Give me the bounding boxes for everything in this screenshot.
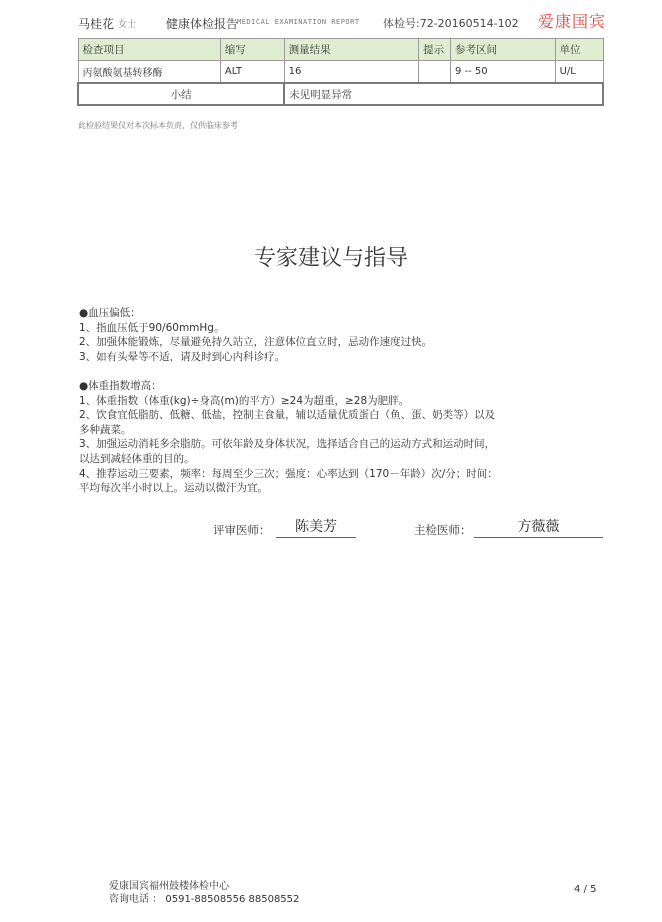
advice-line: 平均每次半小时以上。运动以微汗为宜。 bbox=[79, 482, 268, 495]
report-title-english: MEDICAL EXAMINATION REPORT bbox=[237, 18, 360, 26]
results-table bbox=[77, 38, 604, 106]
summary-value: 未见明显异常 bbox=[284, 83, 603, 105]
column-header: 参考区间 bbox=[451, 39, 556, 61]
chief-label: 主检医师： bbox=[414, 523, 472, 537]
advice-title: 专家建议与指导 bbox=[253, 246, 408, 271]
reviewer-name: 陈美芳 bbox=[276, 516, 356, 538]
disclaimer-note: 此检验结果仅对本次标本负责，仅供临床参考 bbox=[78, 121, 238, 130]
center-name: 爱康国宾福州鼓楼体检中心 bbox=[109, 881, 229, 892]
result-cell: 16 bbox=[284, 61, 418, 84]
reviewer-label: 评审医师： bbox=[213, 523, 271, 537]
chief-signature bbox=[414, 516, 604, 540]
column-header: 测量结果 bbox=[284, 39, 418, 61]
advice-line: 1、体重指数（体重(kg)÷身高(m)的平方）≥24为超重，≥28为肥胖。 bbox=[79, 394, 410, 407]
table-row bbox=[78, 61, 603, 84]
advice-line: 1、指血压低于90/60mmHg。 bbox=[79, 321, 225, 334]
advice-line: 3、如有头晕等不适，请及时到心内科诊疗。 bbox=[79, 350, 286, 363]
summary-label: 小结 bbox=[78, 83, 284, 105]
report-title: 健康体检报告 bbox=[166, 17, 239, 31]
advice-line: 多种蔬菜。 bbox=[79, 423, 132, 436]
reference-range-cell: 9 -- 50 bbox=[451, 61, 556, 84]
page-footer bbox=[109, 880, 299, 906]
advice-line: 以达到减轻体重的目的。 bbox=[79, 452, 195, 465]
patient-gender: 女士 bbox=[118, 20, 137, 30]
contact-phone: 咨询电话 ： 0591-88508556 88508552 bbox=[109, 894, 300, 905]
advice-section-blood-pressure bbox=[79, 306, 599, 364]
unit-cell: U/L bbox=[555, 61, 603, 84]
advice-line: 4、推荐运动三要素，频率：每周至少三次；强度：心率达到（170－年龄）次/分；时间： bbox=[79, 467, 498, 480]
item-name-cell: 丙氨酸氨基转移酶 bbox=[78, 61, 220, 84]
advice-section-bmi bbox=[79, 379, 599, 496]
page-number: 4 / 5 bbox=[574, 884, 597, 895]
section-title: ●血压偏低： bbox=[79, 307, 141, 319]
abbreviation-cell: ALT bbox=[220, 61, 284, 84]
chief-name: 方薇薇 bbox=[474, 516, 603, 538]
report-header bbox=[78, 12, 606, 36]
section-title: ●体重指数增高： bbox=[79, 379, 162, 392]
column-header: 单位 bbox=[555, 39, 603, 61]
exam-number: 体检号:72-20160514-102 bbox=[383, 17, 519, 30]
advice-body bbox=[79, 306, 599, 510]
advice-line: 3、加强运动消耗多余脂肪。可依年龄及身体状况，选择适合自己的运动方式和运动时间， bbox=[79, 438, 496, 451]
column-header: 提示 bbox=[419, 39, 451, 61]
hint-cell bbox=[419, 61, 451, 84]
brand-logo: 爱康国宾 bbox=[537, 12, 606, 31]
reviewer-signature bbox=[213, 516, 358, 540]
column-header: 缩写 bbox=[220, 39, 284, 61]
advice-line: 2、加强体能锻炼，尽量避免持久站立，注意体位直立时，忌动作速度过快。 bbox=[79, 336, 433, 349]
column-header: 检查项目 bbox=[78, 39, 220, 61]
patient-name: 马桂花 bbox=[78, 17, 115, 31]
table-header-row bbox=[78, 39, 603, 61]
summary-row bbox=[78, 83, 603, 105]
advice-line: 2、饮食宜低脂肪、低糖、低盐，控制主食量，辅以适量优质蛋白（鱼、蛋、奶类等）以及 bbox=[79, 409, 496, 422]
